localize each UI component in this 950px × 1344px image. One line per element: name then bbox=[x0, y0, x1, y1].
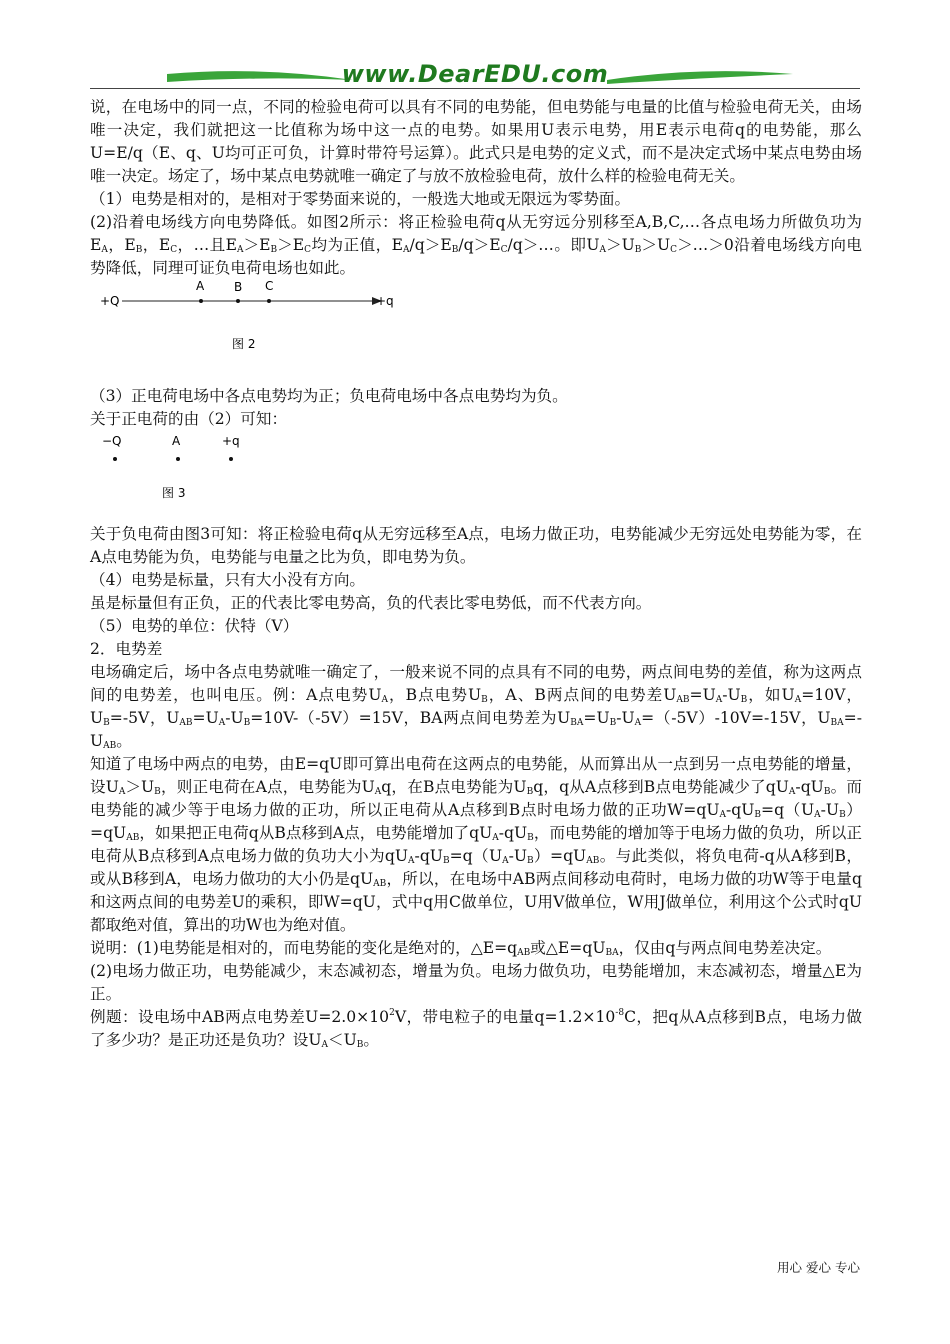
fig2-right-label: +q bbox=[376, 294, 394, 308]
paragraph: 2．电势差 bbox=[90, 640, 163, 658]
paragraph: （5）电势的单位：伏特（V） bbox=[90, 617, 299, 635]
paragraph-group-b bbox=[90, 385, 862, 431]
figure-2-diagram bbox=[90, 280, 510, 385]
paragraph: （3）正电荷电场中各点电势均为正；负电荷电场中各点电势均为负。 bbox=[90, 387, 568, 405]
site-logo[interactable]: www.DearEDU.com bbox=[341, 60, 609, 88]
page-footer: 用心 爱心 专心 bbox=[777, 1260, 860, 1275]
document-body bbox=[90, 96, 862, 1052]
fig2-point-label: C bbox=[265, 280, 274, 293]
figure-3-caption: 图 3 bbox=[162, 486, 186, 500]
right-swoosh-graphic bbox=[605, 70, 795, 88]
fig2-left-label: +Q bbox=[100, 294, 120, 308]
paragraph: 说明：(1)电势能是相对的，而电势能的变化是绝对的，$\triangle E=q_{AB}$或$\triangle E=qU_{BA}$，仅由q与两点间电势差决定。 bbox=[90, 939, 832, 958]
paragraph: 例题：设电场中AB两点电势差$U=2.0\times 10^2V$，带电粒子的电量$q=1.2\times 10^{-8}C$，把q从A点移到B点，电场力做了多少功？是正功还是负功？设$U_A<U_B$。 bbox=[90, 1008, 862, 1050]
fig3-label: −Q bbox=[102, 434, 122, 448]
fig2-point-label: A bbox=[196, 280, 205, 293]
page-header bbox=[90, 58, 860, 92]
figure-2-caption: 图 2 bbox=[232, 337, 256, 351]
figure-3 bbox=[90, 431, 862, 523]
paragraph-group-c bbox=[90, 523, 862, 1052]
figure-3-diagram bbox=[90, 431, 390, 523]
figure-2 bbox=[90, 280, 862, 385]
fig3-label: A bbox=[172, 434, 181, 448]
paragraph: （4）电势是标量，只有大小没有方向。 bbox=[90, 571, 366, 589]
paragraph: 说，在电场中的同一点，不同的检验电荷可以具有不同的电势能，但电势能与电量的比值与检验电荷无关，由场唯一决定，我们就把这一比值称为场中这一点的电势。如果用U表示电势，用E表示电荷q的电势能，那么U=E/q（E、q、U均可正可负，计算时带符号运算）。此式只是电势的定义式，而不是决定式场中某点电势由场唯一决定。场定了，场中某点电势就唯一确定了与放不放检验电荷，放什么样的检验电荷无关。 bbox=[90, 98, 862, 185]
header-rule bbox=[90, 88, 860, 89]
paragraph-group-a bbox=[90, 96, 862, 280]
fig2-point-label: B bbox=[234, 280, 243, 294]
paragraph: 知道了电场中两点的电势，由E=qU即可算出电荷在这两点的电势能，从而算出从一点到另一点电势能的增量，设$U_A>U_B$，则正电荷在A点，电势能为$U_Aq$，在B点电势能为$U_Bq$，q从A点移到B点电势能减少了$qU_A-qU_B$。而电势能的减少等于电场力做的正功，所以正电荷从A点移到B点时电场力做的正功$W=qU_A-qU_B=q(U_A-U_B)=qU_{AB}$，如果把正电荷q从B点移到A点，电势能增加了$qU_A-qU_B$，而电势能的增加等于电场力做的负功，所以正电荷从B点移到A点电场力做的负功大小为$qU_A-qU_B=q(U_A-U_B)=qU_{AB}$。与此类似，将负电荷-q从A移到B，或从B移到A，电场力做功的大小仍是$qU_{AB}$，所以，在电场中AB两点间移动电荷时，电场力做的功W等于电量q和这两点间的电势差U的乘积，即W=qU，式中q用C做单位，U用V做单位，W用J做单位，利用这个公式时qU都取绝对值，算出的功W也为绝对值。 bbox=[90, 755, 862, 934]
paragraph: (2)沿着电场线方向电势降低。如图2所示：将正检验电荷q从无穷远分别移至A,B,C,…各点电场力所做负功为$E_A$，$E_B$，$E_C$，…且$E_A>E_B>E_C$均为正值，$E_A/q>E_B/q>E_C/q>\dots$。即$U_A>U_B>U_C>\dots>0$沿着电场线方向电势降低，同理可证负电荷电场也如此。 bbox=[90, 213, 863, 277]
paragraph: 电场确定后，场中各点电势就唯一确定了，一般来说不同的点具有不同的电势，两点间电势的差值，称为这两点间的电势差，也叫电压。例：A点电势$U_A$，B点电势$U_B$，A、B两点间的电势差$U_{AB}=U_A-U_B$，如$U_A=10V$，$U_B=-5V$，$U_{AB}=U_A-U_B=10V-(-5V)=15V$，BA两点间电势差为$U_{BA}=U_B-U_A=(-5V)-10V=-15V$，$U_{BA}=-U_{AB}$。 bbox=[90, 663, 862, 751]
fig3-label: +q bbox=[222, 434, 240, 448]
paragraph: （1）电势是相对的，是相对于零势面来说的，一般选大地或无限远为零势面。 bbox=[90, 190, 631, 208]
paragraph: 关于负电荷由图3可知：将正检验电荷q从无穷远移至A点，电场力做正功，电势能减少无穷远处电势能为零，在A点电势能为负，电势能与电量之比为负，即电势为负。 bbox=[90, 525, 862, 566]
paragraph: 虽是标量但有正负，正的代表比零电势高，负的代表比零电势低，而不代表方向。 bbox=[90, 594, 652, 612]
paragraph: 关于正电荷的由（2）可知： bbox=[90, 410, 288, 428]
paragraph: (2)电场力做正功，电势能减少，末态减初态，增量为负。电场力做负功，电势能增加，末态减初态，增量△E为正。 bbox=[90, 962, 862, 1003]
